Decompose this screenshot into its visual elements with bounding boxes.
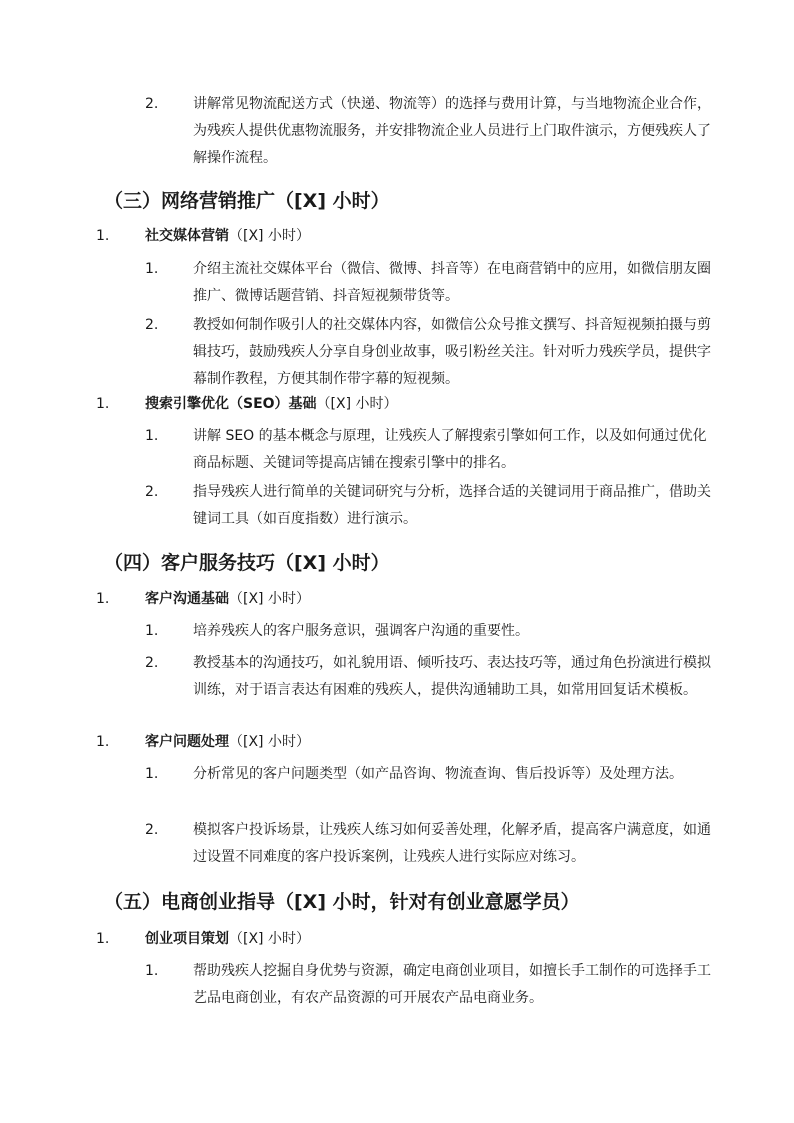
list-text: 帮助残疾人挖掘自身优势与资源，确定电商创业项目，如擅长手工制作的可选择手工艺品电商创业，有农产品资源的可开展农产品电商业务。 <box>193 963 711 1006</box>
list-text <box>145 586 705 613</box>
list-text <box>145 391 705 418</box>
list-number: 1. <box>96 228 110 244</box>
list-text: 讲解常见物流配送方式（快递、物流等）的选择与费用计算，与当地物流企业合作，为残疾人提供优惠物流服务，并安排物流企业人员进行上门取件演示，方便残疾人了解操作流程。 <box>193 96 711 166</box>
list-text: 分析常见的客户问题类型（如产品咨询、物流查询、售后投诉等）及处理方法。 <box>193 766 683 782</box>
list-number: 1. <box>145 766 159 782</box>
item-hours: （[X] 小时） <box>229 734 310 750</box>
item-hours: （[X] 小时） <box>229 228 310 244</box>
section-heading: （四）客户服务技巧（[X] 小时） <box>104 552 390 574</box>
list-text <box>145 729 705 756</box>
item-hours: （[X] 小时） <box>316 396 398 412</box>
section-heading: （三）网络营销推广（[X] 小时） <box>104 190 390 212</box>
item-title: 客户问题处理 <box>145 734 229 750</box>
list-number: 1. <box>96 931 110 947</box>
list-number: 1. <box>96 396 110 412</box>
list-number: 1. <box>145 623 159 639</box>
list-number: 1. <box>96 591 110 607</box>
section-heading: （五）电商创业指导（[X] 小时，针对有创业意愿学员） <box>104 891 580 913</box>
list-number: 1. <box>96 734 110 750</box>
item-hours: （[X] 小时） <box>229 591 310 607</box>
list-text: 介绍主流社交媒体平台（微信、微博、抖音等）在电商营销中的应用，如微信朋友圈推广、微博话题营销、抖音短视频带货等。 <box>193 261 711 304</box>
list-number: 2. <box>145 822 159 838</box>
item-title: 客户沟通基础 <box>145 591 229 607</box>
list-number: 1. <box>145 963 159 979</box>
item-hours: （[X] 小时） <box>229 931 310 947</box>
list-text: 教授如何制作吸引人的社交媒体内容，如微信公众号推文撰写、抖音短视频拍摄与剪辑技巧，鼓励残疾人分享自身创业故事，吸引粉丝关注。针对听力残疾学员，提供字幕制作教程，方便其制作带字幕的短视频。 <box>193 317 711 387</box>
list-text: 讲解 SEO 的基本概念与原理，让残疾人了解搜索引擎如何工作，以及如何通过优化商品标题、关键词等提高店铺在搜索引擎中的排名。 <box>193 428 707 471</box>
list-text: 培养残疾人的客户服务意识，强调客户沟通的重要性。 <box>193 623 529 639</box>
list-text: 指导残疾人进行简单的关键词研究与分析，选择合适的关键词用于商品推广，借助关键词工具（如百度指数）进行演示。 <box>193 484 711 527</box>
list-number: 1. <box>145 261 159 277</box>
list-text <box>145 223 705 250</box>
list-number: 2. <box>145 484 159 500</box>
list-text: 模拟客户投诉场景，让残疾人练习如何妥善处理，化解矛盾，提高客户满意度，如通过设置不同难度的客户投诉案例，让残疾人进行实际应对练习。 <box>193 822 711 865</box>
list-text: 教授基本的沟通技巧，如礼貌用语、倾听技巧、表达技巧等，通过角色扮演进行模拟训练，对于语言表达有困难的残疾人，提供沟通辅助工具，如常用回复话术模板。 <box>193 655 711 698</box>
item-title: 创业项目策划 <box>145 931 229 947</box>
item-title: 搜索引擎优化（SEO）基础 <box>145 396 317 412</box>
list-text <box>145 926 705 953</box>
list-number: 2. <box>145 96 159 112</box>
list-number: 2. <box>145 655 159 671</box>
item-title: 社交媒体营销 <box>145 228 229 244</box>
list-number: 2. <box>145 317 159 333</box>
list-number: 1. <box>145 428 159 444</box>
